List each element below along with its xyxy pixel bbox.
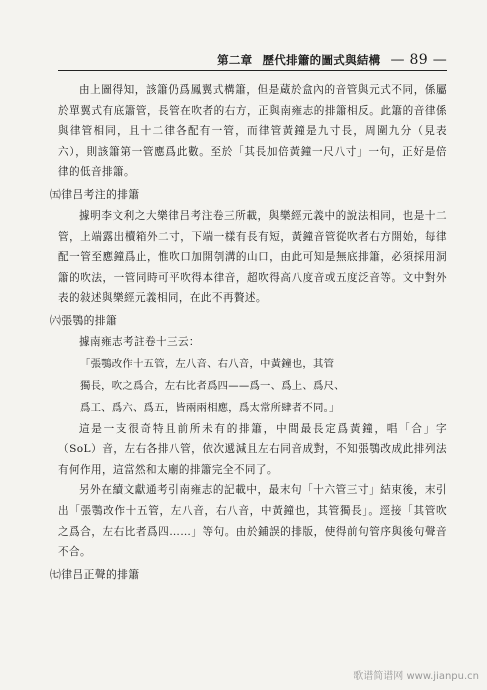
section-heading-5: ㈤律吕考注的排簫: [50, 187, 140, 201]
chapter-label: 第二章: [217, 53, 253, 67]
paragraph-5: 另外在續文獻通考引南雍志的記載中，最末句「十六管三寸」結束後，末引出「張鶚改作十五管，左八音，右八音，中黃鐘也，其管獨長」。逕接「其管吹之爲合，左右比者爲四……」等句。由於鋪誤的排版，使得前句管序與後句聲音不合。: [58, 484, 447, 559]
page-body: [50, 80, 447, 586]
section-heading-7: ㈦律吕正聲的排簫: [50, 567, 140, 581]
block-quote: [58, 353, 447, 419]
paragraph-2: 據明李文利之大樂律吕考注卷三所載，與樂經元義中的說法相同，也是十二管，上端露出櫝箱外二寸，下端一樣有長有短，黃鐘音管從吹者右方開始，每律配一管至應鐘爲止，惟吹口加開刳溝的山口，由此可知是無底排簫，必須採用洞簫的吹法，一管同時可平吹得本律音，超吹得高八度音或五度泛音等。文中對外表的敍述與樂經元義相同，在此不再贅述。: [58, 209, 447, 305]
paragraph-4: 這是一支很奇特且前所未有的排簫，中間最長定爲黃鐘，唱「合」字（SoL）音，左右各排八管，依次遞減且左右同音成對，不知張鶚改成此排列法有何作用，這當然和太廟的排簫完全不同了。: [58, 422, 447, 476]
section-heading-6: ㈥張鶚的排簫: [50, 313, 118, 327]
running-header: [58, 50, 447, 71]
quote-line-2: 獨長，吹之爲合，左右比者爲四——爲一、爲上、爲尺、: [80, 379, 345, 392]
site-watermark: 歌谱简谱网 www.jianpu.cn: [353, 671, 479, 682]
page-number: — 89 —: [390, 52, 447, 68]
paragraph-3: 據南雍志考註卷十三云：: [79, 335, 200, 348]
quote-line-3: 爲工、爲六、爲五，皆兩兩相應，爲太常所肆者不同。」: [80, 401, 340, 414]
paragraph-1: 由上圖得知，該簫仍爲鳳翼式構簫，但是蔵於盒內的音管與元式不同，係屬於單翼式有底簫管，長管在吹者的右方，正與南雍志的排簫相反。此簫的音律係與律管相同，且十二律各配有一管，而律管黃鐘是九寸長，周圍九分（見表六），則該簫第一管應爲此數。至於「其長加倍黃鐘一尺八寸」一句，正好是倍律的低音排簫。: [58, 84, 447, 179]
chapter-title: 歷代排簫的圖式與結構: [262, 53, 381, 67]
quote-line-1: 「張鶚改作十五管，左八音、右八音，中黃鐘也，其管: [80, 357, 335, 370]
